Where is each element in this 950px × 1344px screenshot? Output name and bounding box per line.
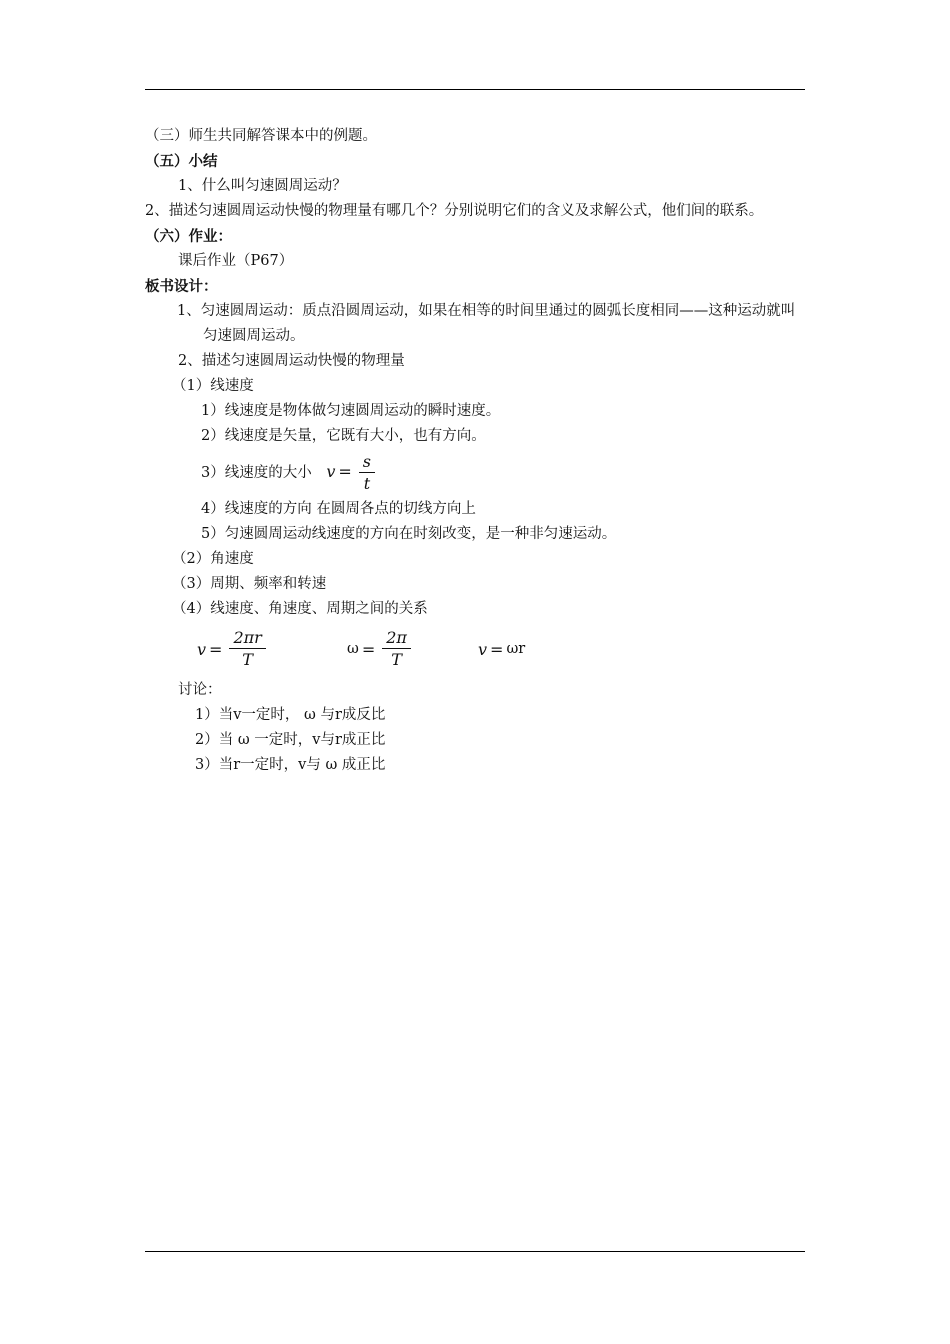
formula-lhs: v — [478, 639, 488, 659]
linear-speed-point-3 — [145, 449, 807, 497]
formula-denominator: T — [242, 649, 253, 669]
discussion-item-1: 1）当v一定时， ω 与r成反比 — [195, 707, 386, 723]
formula-omega-2pi-over-T — [347, 624, 411, 674]
subheading-relation: （4）线速度、角速度、周期之间的关系 — [172, 601, 428, 617]
linear-speed-point-5: 5）匀速圆周运动线速度的方向在时刻改变，是一种非匀速运动。 — [201, 526, 617, 542]
board-item-1: 1、匀速圆周运动：质点沿圆周运动，如果在相等的时间里通过的圆弧长度相同——这种运动就叫匀速圆周运动。 — [177, 303, 796, 344]
formula-rhs: ωr — [506, 641, 526, 657]
formula-lhs: v — [326, 462, 336, 481]
formula-denominator: T — [391, 649, 402, 669]
discussion-item-2: 2）当 ω 一定时，v与r成正比 — [195, 732, 386, 748]
formula-fraction — [229, 628, 265, 671]
formula-numerator: s — [359, 452, 375, 473]
subheading-angular-speed: （2）角速度 — [172, 551, 254, 567]
discussion-heading: 讨论： — [178, 682, 222, 698]
summary-item-2: 2、描述匀速圆周运动快慢的物理量有哪几个？分别说明它们的含义及求解公式，他们间的联系。 — [145, 203, 764, 219]
linear-speed-point-4: 4）线速度的方向 在圆周各点的切线方向上 — [201, 501, 476, 517]
section-examples: （三）师生共同解答课本中的例题。 — [145, 128, 377, 144]
header-rule — [145, 89, 805, 90]
formula-lhs: v — [197, 639, 207, 659]
document-body — [145, 124, 807, 778]
subheading-period: （3）周期、频率和转速 — [172, 576, 327, 592]
footer-rule — [145, 1251, 805, 1252]
formula-equals: = — [361, 639, 376, 659]
linear-speed-point-2: 2）线速度是矢量，它既有大小，也有方向。 — [201, 428, 486, 444]
formula-equals: = — [490, 639, 504, 659]
linear-speed-point-1: 1）线速度是物体做匀速圆周运动的瞬时速度。 — [201, 403, 501, 419]
formula-equals: = — [338, 462, 352, 481]
formula-denominator: t — [363, 473, 371, 493]
homework-text: 课后作业（P67） — [178, 253, 294, 269]
formula-fraction — [382, 628, 411, 671]
subheading-linear-speed: （1）线速度 — [172, 378, 254, 394]
discussion-item-3: 3）当r一定时，v与 ω 成正比 — [195, 757, 386, 773]
heading-board-design: 板书设计： — [145, 278, 218, 295]
board-item-2: 2、描述匀速圆周运动快慢的物理量 — [178, 353, 405, 369]
linear-speed-magnitude-label: 3）线速度的大小 — [201, 465, 312, 481]
heading-homework: （六）作业： — [145, 228, 232, 245]
formula-numerator: 2π — [382, 628, 411, 649]
heading-summary: （五）小结 — [145, 153, 218, 170]
formula-numerator: 2πr — [229, 628, 265, 649]
formula-lhs: ω — [347, 641, 359, 657]
formula-v-2pir-over-T — [197, 624, 266, 674]
formula-fraction — [359, 452, 375, 495]
relation-formulas — [145, 624, 807, 674]
formula-v-omega-r — [478, 624, 525, 674]
speed-formula — [326, 451, 375, 493]
formula-equals: = — [209, 639, 223, 659]
summary-item-1: 1、什么叫匀速圆周运动？ — [178, 178, 347, 194]
